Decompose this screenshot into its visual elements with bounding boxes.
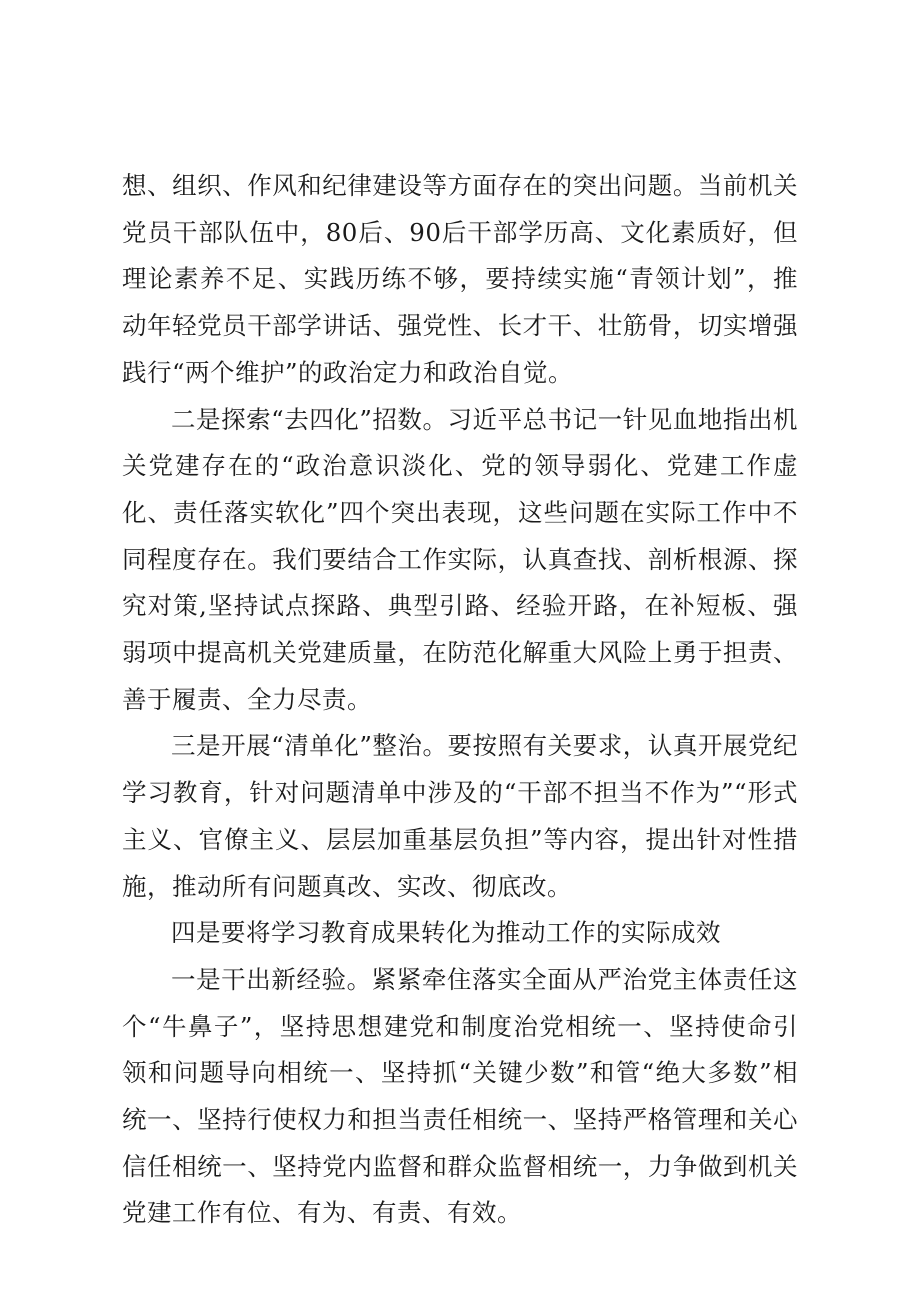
section-heading-4: 四是要将学习教育成果转化为推动工作的实际成效 xyxy=(171,918,721,948)
document-body xyxy=(122,163,798,1237)
paragraph-2: 二是探索“去四化”招数。习近平总书记一针见血地指出机关党建存在的“政治意识淡化、党的领导弱化、党建工作虚化、责任落实软化”四个突出表现，这些问题在实际工作中不同程度存在。我们要结合工作实际，认真查找、剖析根源、探究对策,坚持试点探路、典型引路、经验开路，在补短板、强弱项中提高机关党建质量，在防范化解重大风险上勇于担责、善于履责、全力尽责。 xyxy=(122,404,798,714)
paragraph-1: 想、组织、作风和纪律建设等方面存在的突出问题。当前机关党员干部队伍中，80后、90后干部学历高、文化素质好，但理论素养不足、实践历练不够，要持续实施“青领计划”，推动年轻党员干部学讲话、强党性、长才干、壮筋骨，切实增强践行“两个维护”的政治定力和政治自觉。 xyxy=(122,171,798,387)
paragraph-5: 一是干出新经验。紧紧牵住落实全面从严治党主体责任这个“牛鼻子”，坚持思想建党和制度治党相统一、坚持使命引领和问题导向相统一、坚持抓“关键少数”和管“绝大多数”相统一、坚持行使权力和担当责任相统一、坚持严格管理和关心信任相统一、坚持党内监督和群众监督相统一，力争做到机关党建工作有位、有为、有责、有效。 xyxy=(122,964,798,1228)
paragraph-3: 三是开展“清单化”整治。要按照有关要求，认真开展党纪学习教育，针对问题清单中涉及的“干部不担当不作为”“形式主义、官僚主义、层层加重基层负担”等内容，提出针对性措施，推动所有问题真改、实改、彻底改。 xyxy=(122,731,798,901)
